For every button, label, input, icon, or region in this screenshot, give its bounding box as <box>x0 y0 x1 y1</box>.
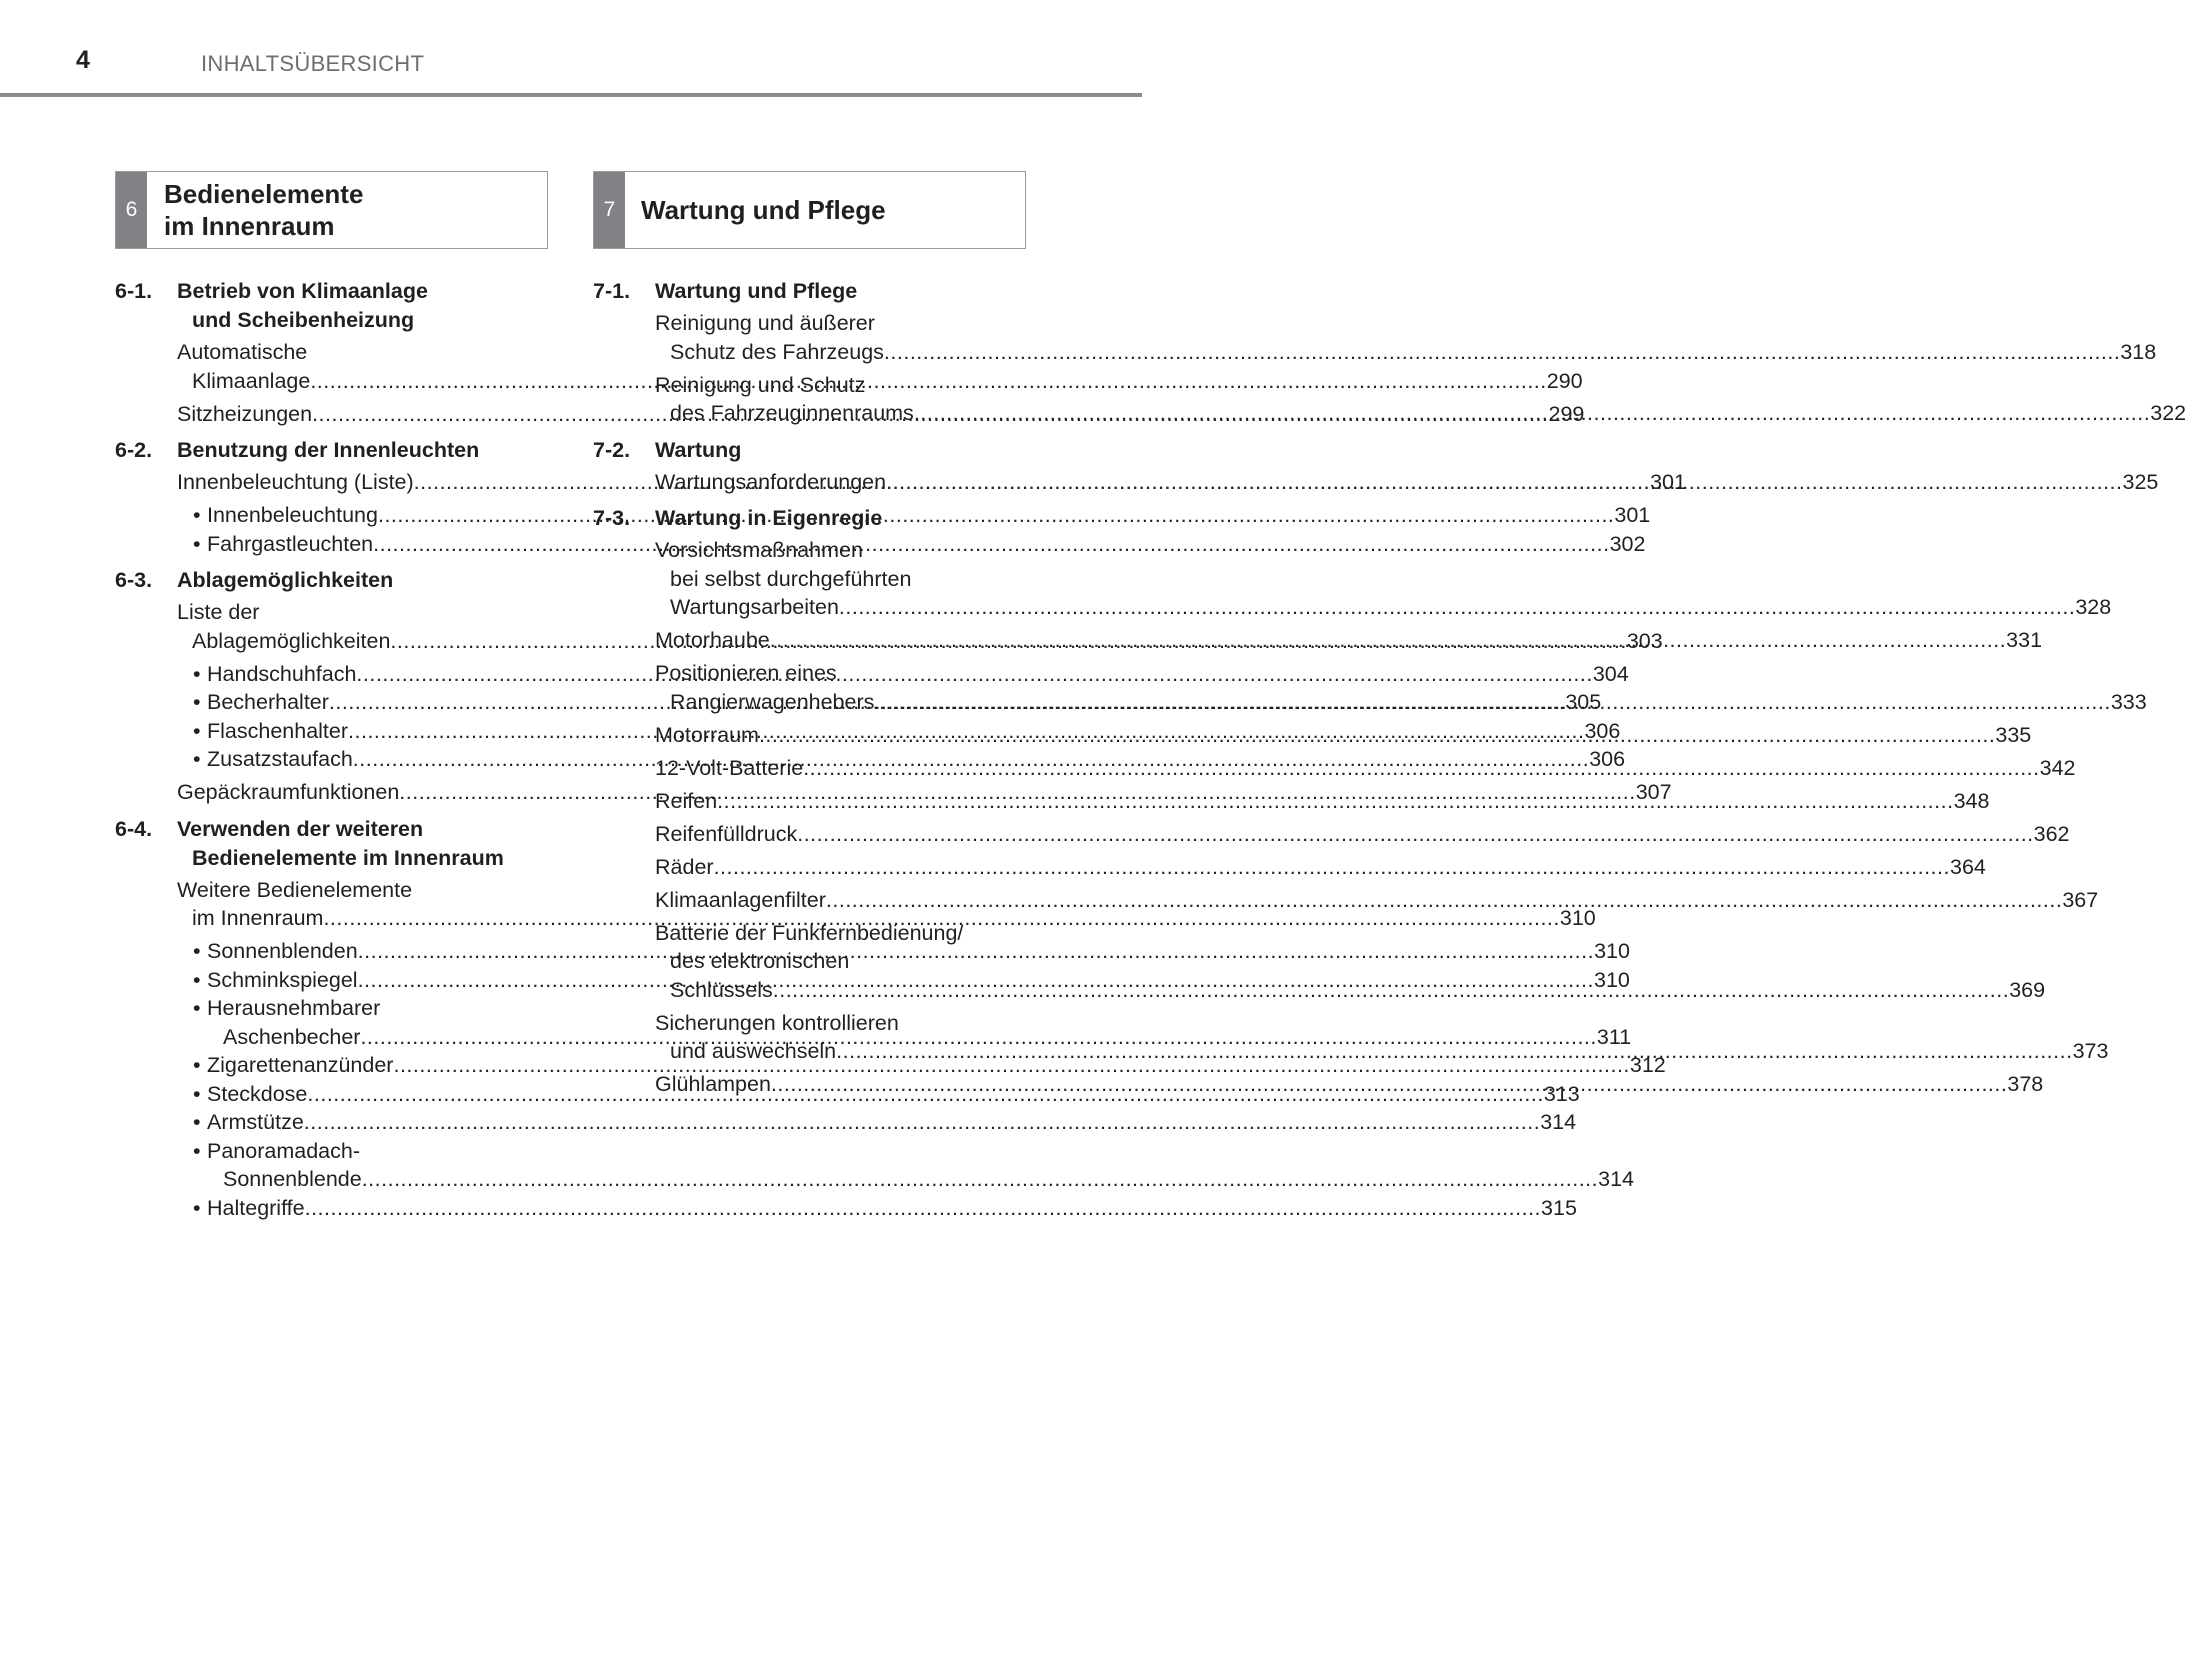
page-ref: 313 <box>1543 1081 1580 1106</box>
section-number: 6-3. <box>115 568 153 592</box>
entry-title: Glühlampen <box>655 1072 771 1096</box>
entry-text-line: Automatische <box>177 340 308 364</box>
entry-text-line: Panoramadach- <box>207 1138 360 1163</box>
entry-title: Wartungsanforderungen <box>655 469 887 494</box>
entry-title: Schminkspiegel <box>207 967 358 992</box>
entry-title: Räder <box>655 854 714 879</box>
chapter-box-7[interactable] <box>593 171 1026 249</box>
bullet-icon: • <box>193 1053 201 1077</box>
entry-text-line: Reinigung und äußerer <box>655 311 875 335</box>
entry-title: Armstütze <box>207 1110 304 1134</box>
bullet-icon: • <box>193 747 201 771</box>
toc-sub-entry[interactable] <box>115 1108 1577 1137</box>
chapter-title-text: Wartung und Pflege <box>641 195 886 225</box>
chapter-title-text: Bedienelemente im Innenraum <box>164 179 364 241</box>
page-ref: 369 <box>2009 977 2046 1002</box>
page-ref: 362 <box>2033 821 2070 846</box>
entry-text-line: Positionieren eines <box>655 661 837 685</box>
entry-title: Becherhalter <box>207 690 329 714</box>
page-ref: 303 <box>1626 628 1663 653</box>
section-title-line: Bedienelemente im Innenraum <box>192 845 504 870</box>
header-rule <box>0 93 1142 97</box>
section-heading[interactable] <box>115 277 533 335</box>
entry-leader-line <box>192 1165 1634 1194</box>
bullet-icon: • <box>193 1138 201 1163</box>
section-title <box>115 815 533 873</box>
entry-text-line: Herausnehmbarer <box>207 996 381 1020</box>
section-number: 6-1. <box>115 279 153 303</box>
entry-title: Motorraum <box>655 722 759 747</box>
bullet-icon: • <box>193 1081 201 1106</box>
entry-text-line: Liste der <box>177 600 260 624</box>
entry-leader-line <box>655 820 2070 849</box>
section-title-line: Benutzung der Innenleuchten <box>177 438 480 462</box>
bullet-icon: • <box>193 939 201 963</box>
section-number: 6-2. <box>115 438 153 462</box>
toc-entry[interactable] <box>593 820 2070 849</box>
page-ref: 299 <box>1548 401 1585 426</box>
bullet-icon: • <box>193 967 201 992</box>
bullet-icon: • <box>193 1110 201 1134</box>
entry-text-line: Vorsichtsmaßnahmen <box>655 538 863 562</box>
entry-text-line: des elektronischen <box>670 949 850 973</box>
section-number: 7-1. <box>593 279 631 303</box>
entry-title: des Fahrzeuginnenraums <box>670 401 914 425</box>
chapter-number: 7 <box>594 172 625 248</box>
page-ref: 314 <box>1598 1167 1634 1191</box>
toc-sub-entry[interactable] <box>115 1194 1577 1223</box>
entry-title: Innenbeleuchtung <box>207 503 378 527</box>
bullet-icon: • <box>193 661 201 686</box>
page-ref: 322 <box>2150 401 2186 425</box>
bullet-icon: • <box>193 718 201 743</box>
page-ref: 305 <box>1565 690 1602 714</box>
section-heading[interactable] <box>115 815 533 873</box>
bullet-icon: • <box>193 503 201 527</box>
section-title-line: Wartung und Pflege <box>655 279 858 303</box>
section-title-line: Betrieb von Klimaanlage <box>177 279 428 303</box>
page-ref: 290 <box>1546 368 1583 393</box>
chapter-title <box>641 172 886 248</box>
bullet-icon: • <box>193 531 201 556</box>
page-ref: 331 <box>2006 628 2043 652</box>
section-heading[interactable] <box>593 277 1010 306</box>
page-ref: 310 <box>1559 906 1596 930</box>
entry-title: Schlüssels <box>670 977 773 1002</box>
section-title-line: Wartung <box>655 437 742 462</box>
toc-entry[interactable] <box>593 309 2157 366</box>
page-ref: 318 <box>2120 339 2157 364</box>
entry-title: Fahrgastleuchten <box>207 531 374 556</box>
section-number: 7-3. <box>593 506 631 530</box>
page-ref: 311 <box>1596 1024 1632 1049</box>
entry-leader-line <box>192 1108 1577 1137</box>
entry-text-line: Batterie der Funkfernbedienung/ <box>655 920 964 945</box>
entry-title: Reifenfülldruck <box>655 821 798 846</box>
entry-text-line: Weitere Bedienelemente <box>177 877 413 902</box>
dot-leader <box>826 888 2062 912</box>
chapter-box-6[interactable] <box>115 171 548 249</box>
page-ref: 348 <box>1953 788 1990 813</box>
entry-title: Zusatzstaufach <box>207 747 353 771</box>
entry-title: und auswechseln <box>670 1039 837 1063</box>
page-ref: 310 <box>1594 967 1630 992</box>
bullet-icon: • <box>193 996 201 1020</box>
entry-title: Schutz des Fahrzeugs <box>670 339 884 364</box>
entry-leader-line <box>655 886 2099 915</box>
entry-leader-line <box>655 853 1986 882</box>
entry-title: Motorhaube <box>655 628 770 652</box>
page-ref: 378 <box>2007 1072 2044 1096</box>
toc-entry[interactable] <box>593 886 2099 915</box>
dot-leader <box>836 1039 2072 1063</box>
dot-leader <box>770 628 2006 652</box>
entry-leader-line <box>655 593 2112 622</box>
dot-leader <box>305 1196 1541 1220</box>
dot-leader <box>797 822 2033 846</box>
dot-leader <box>717 789 1953 813</box>
section-title <box>115 566 533 595</box>
entry-title: Sonnenblende <box>223 1167 362 1191</box>
bullet-icon: • <box>193 690 201 714</box>
section-heading[interactable] <box>115 436 533 465</box>
section-title <box>593 277 1010 306</box>
section-number: 6-4. <box>115 816 153 841</box>
page-ref: 328 <box>2075 595 2112 619</box>
entry-leader-line <box>192 1194 1577 1223</box>
page-ref: 364 <box>1949 854 1986 879</box>
page-ref: 342 <box>2039 755 2076 780</box>
bullet-icon: • <box>193 1195 201 1220</box>
entry-title: Reifen <box>655 788 718 813</box>
entry-title: Klimaanlage <box>192 368 311 393</box>
page-ref: 335 <box>1995 722 2032 747</box>
entry-title: Wartungsarbeiten <box>670 595 839 619</box>
entry-text-line: Sicherungen kontrollieren <box>655 1010 899 1035</box>
page-ref: 367 <box>2062 887 2099 912</box>
entry-text-line: bei selbst durchgeführten <box>670 566 912 591</box>
section-title <box>593 504 1010 533</box>
page-ref: 325 <box>2122 469 2159 494</box>
page-header <box>0 0 1142 98</box>
page-ref: 310 <box>1594 939 1630 963</box>
page-ref: 373 <box>2072 1039 2109 1063</box>
entry-title: Sitzheizungen <box>177 401 313 426</box>
page-ref: 306 <box>1584 718 1621 743</box>
page-ref: 304 <box>1592 661 1629 686</box>
page-ref: 301 <box>1614 503 1651 527</box>
dot-leader <box>886 470 2122 494</box>
entry-title: Steckdose <box>207 1081 308 1106</box>
dot-leader <box>884 340 2120 364</box>
section-heading[interactable] <box>593 436 1010 465</box>
section-title-line: Ablagemöglichkeiten <box>177 568 394 592</box>
entry-title: Aschenbecher <box>223 1024 361 1049</box>
entry-title: Sonnenblenden <box>207 939 358 963</box>
dot-leader <box>759 723 1995 747</box>
dot-leader <box>304 1110 1540 1134</box>
chapter-number: 6 <box>116 172 147 248</box>
page-ref: 333 <box>2110 689 2147 714</box>
entry-leader-line <box>655 338 2157 367</box>
entry-text-line: Reinigung und Schutz <box>655 372 866 397</box>
header-title: INHALTSÜBERSICHT <box>201 51 425 76</box>
dot-leader <box>771 1072 2007 1096</box>
section-number: 7-2. <box>593 437 631 462</box>
entry-title: Klimaanlagenfilter <box>655 887 826 912</box>
section-heading[interactable] <box>115 566 533 595</box>
entry-title: Haltegriffe <box>207 1195 305 1220</box>
page-ref: 306 <box>1589 747 1626 771</box>
section-title-line: Wartung in Eigenregie <box>655 506 883 530</box>
dot-leader <box>362 1167 1598 1191</box>
dot-leader <box>714 855 1950 879</box>
section-heading[interactable] <box>593 504 1010 533</box>
page-number: 4 <box>76 46 90 74</box>
entry-title: Zigarettenanzünder <box>207 1053 394 1077</box>
entry-title: Handschuhfach <box>207 661 357 686</box>
dot-leader <box>914 401 2150 425</box>
page-ref: 302 <box>1609 531 1646 556</box>
toc-entry[interactable] <box>593 853 1986 882</box>
entry-title: Gepäckraumfunktionen <box>177 780 400 804</box>
page-ref: 314 <box>1540 1110 1577 1134</box>
entry-title: Innenbeleuchtung (Liste) <box>177 470 414 494</box>
section-title <box>593 436 1010 465</box>
section-title-line: Verwenden der weiteren <box>177 816 424 841</box>
page-ref: 312 <box>1629 1053 1666 1077</box>
dot-leader <box>839 595 2075 619</box>
chapter-title <box>164 172 363 248</box>
dot-leader <box>773 978 2009 1002</box>
entry-title: Ablagemöglichkeiten <box>192 628 391 653</box>
entry-title: Rangierwagenhebers <box>670 689 875 714</box>
dot-leader <box>874 690 2110 714</box>
entry-title: im Innenraum <box>192 906 324 930</box>
section-title <box>115 277 533 335</box>
section-title-line: und Scheibenheizung <box>192 308 415 332</box>
page-ref: 307 <box>1635 780 1672 804</box>
entry-title: Flaschenhalter <box>207 718 349 743</box>
toc-sub-entry[interactable] <box>115 1137 1634 1194</box>
section-title <box>115 436 533 465</box>
entry-title: 12-Volt-Batterie <box>655 755 804 780</box>
page-ref: 301 <box>1650 470 1686 494</box>
dot-leader <box>803 756 2039 780</box>
page-ref: 315 <box>1541 1195 1577 1220</box>
